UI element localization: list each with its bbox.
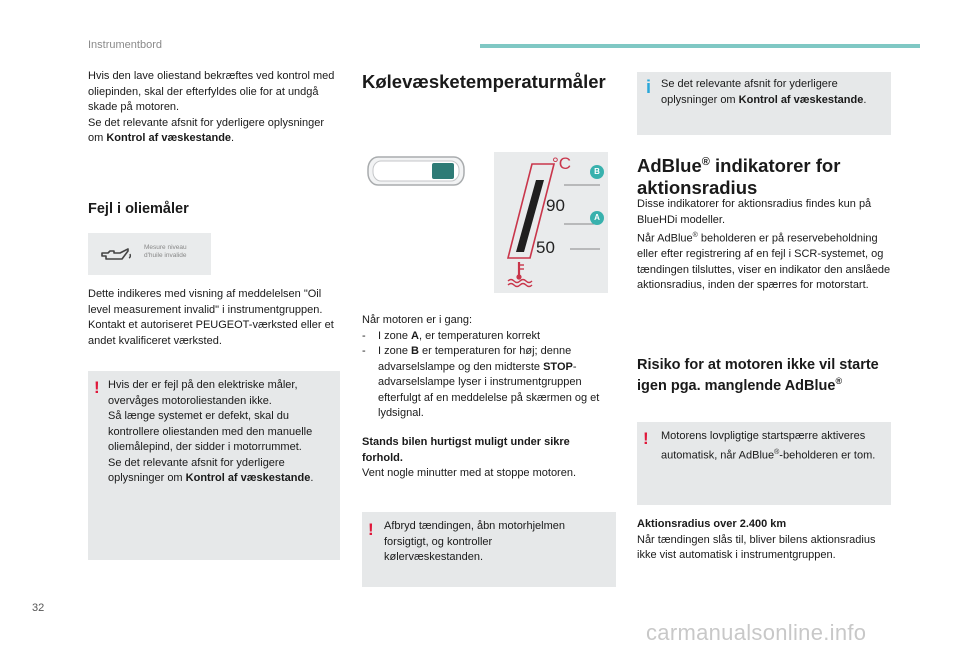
coolant-temperature-icon — [508, 262, 532, 287]
body-paragraph-1: Dette indikeres med visning af meddelelsen "Oil level measurement invalid" i instrumentgruppen. — [88, 288, 323, 316]
col1-warning-box — [88, 371, 340, 560]
col1-body — [88, 287, 340, 349]
col1-intro — [88, 69, 340, 147]
zone-a-badge: A — [590, 211, 604, 225]
oil-warning-image — [88, 233, 211, 275]
warning-text-2: Så længe systemet er defekt, skal du kontrollere oliestanden med den manuelle oliemålepind, der sidder i motorrummet. — [108, 410, 313, 453]
warning-exclamation-icon: ! — [94, 378, 100, 397]
gauge-90-label: 90 — [546, 196, 565, 215]
gauge-50-label: 50 — [536, 238, 555, 257]
header-bar — [480, 44, 920, 48]
col2-zones — [362, 313, 616, 422]
page-number: 32 — [32, 602, 45, 614]
coolant-warning-text: Afbryd tændingen, åbn motorhjelmen forsigtigt, og kontroller kølervæskestanden. — [384, 520, 565, 563]
gauge-unit-label: °C — [552, 154, 572, 173]
intro-paragraph-2: Se det relevante afsnit for yderligere oplysninger om Kontrol af væskestande. — [88, 116, 325, 144]
stop-body: Vent nogle minutter med at stoppe motoren. — [362, 467, 577, 479]
coolant-temp-heading: Kølevæsketemperaturmåler — [362, 71, 606, 92]
temperature-bar-image — [366, 155, 466, 187]
col3-range — [637, 517, 891, 564]
col3-body — [637, 197, 891, 294]
adblue-heading: AdBlue® indikatorer for aktionsradius — [637, 155, 841, 199]
adblue-paragraph-2: Når AdBlue® beholderen er på reservebeholdning eller efter registrering af en fejl i SCR-systemet, og tændingen tilsluttes, viser en indikator den anslåede aktionsradius, inden der spærres for motorstart. — [637, 232, 891, 292]
body-paragraph-2: Kontakt et autoriseret PEUGEOT-værksted eller et andet kvalificeret værksted. — [88, 319, 334, 347]
temperature-gauge-image — [494, 152, 608, 293]
range-heading: Aktionsradius over 2.400 km — [637, 518, 787, 530]
header-title: Instrumentbord — [88, 39, 162, 51]
stop-heading: Stands bilen hurtigst muligt under sikre forhold. — [362, 436, 570, 464]
warning-text-3: Se det relevante afsnit for yderligere oplysninger om Kontrol af væskestande. — [108, 456, 314, 484]
oil-can-icon — [98, 245, 134, 265]
col2-warning-box — [362, 512, 616, 587]
watermark: carmanualsonline.info — [646, 620, 867, 645]
adblue-paragraph-1: Disse indikatorer for aktionsradius findes kun på BlueHDi modeller. — [637, 198, 872, 226]
col3-warning-box — [637, 422, 891, 505]
col2-stop — [362, 435, 607, 482]
oil-warning-text: Mesure niveau d'huile invalide — [144, 244, 187, 259]
info-icon: i — [646, 77, 652, 97]
startspaerre-warning-text: Motorens lovpligtige startspærre aktiveres automatisk, når AdBlue®-beholderen er tom. — [661, 430, 876, 462]
intro-link-bold: Kontrol af væskestande — [106, 132, 232, 144]
adblue-restart-risk-heading: Risiko for at motoren ikke vil starte igen pga. manglende AdBlue® — [637, 357, 879, 394]
col3-info-box — [637, 72, 891, 135]
zone-b-item: - I zone B er temperaturen for høj; denne advarselslampe og den midterste STOP-advarselslampe lyser i instrumentgruppen efterfulgt af en meddelelse på skærmen og et lydsignal. — [362, 345, 600, 419]
zone-a-item: - I zone A, er temperaturen korrekt — [362, 329, 541, 342]
warning-exclamation-icon: ! — [643, 429, 649, 448]
info-text: Se det relevante afsnit for yderligere oplysninger om Kontrol af væskestande. — [661, 78, 867, 106]
warning-exclamation-icon: ! — [368, 520, 374, 539]
intro-paragraph-1: Hvis den lave oliestand bekræftes ved kontrol med oliepinden, skal der efterfyldes olie for at undgå skade på motoren. — [88, 70, 335, 113]
oil-gauge-fault-heading: Fejl i oliemåler — [88, 201, 189, 217]
zone-b-badge: B — [590, 165, 604, 179]
warning-text-1: Hvis der er fejl på den elektriske måler, overvåges motoroliestanden ikke. — [108, 379, 298, 407]
range-body: Når tændingen slås til, bliver bilens aktionsradius ikke vist automatisk i instrumentgruppen. — [637, 533, 876, 561]
engine-running-intro: Når motoren er i gang: — [362, 314, 473, 326]
